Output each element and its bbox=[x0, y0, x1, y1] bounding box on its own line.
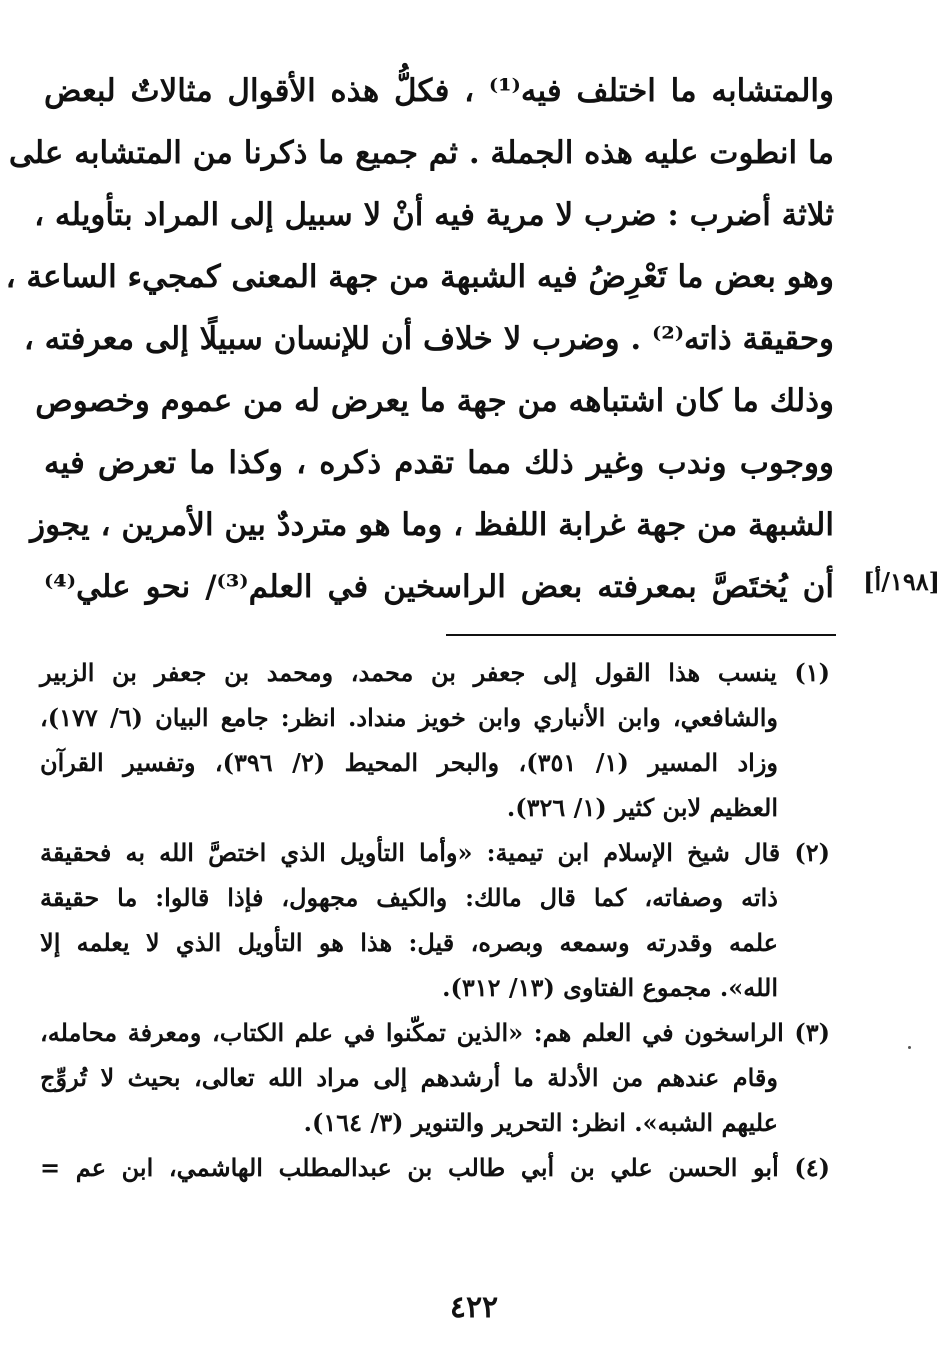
main-text-line: أن يُختَصَّ بمعرفته بعض الراسخين في العلم⁽³⁾/ نحو علي⁽⁴⁾ bbox=[44, 569, 834, 605]
footnote-line: عليهم الشبه». انظر: التحرير والتنوير (٣/ ١٦٤). bbox=[303, 1108, 778, 1137]
footnote-line: والشافعي، وابن الأنباري وابن خويز منداد. انظر: جامع البيان (٦/ ١٧٧)، bbox=[40, 703, 778, 732]
footnote-4 bbox=[40, 1145, 830, 1190]
main-text-line: ووجوب وندب وغير ذلك مما تقدم ذكره ، وكذا ما تعرض فيه bbox=[44, 445, 834, 481]
footnote-line: (٢) قال شيخ الإسلام ابن تيمية: «وأما التأويل الذي اختصَّ الله به فحقيقة bbox=[40, 838, 830, 867]
main-text-line: الشبهة من جهة غرابة اللفظ ، وما هو مترددٌ بين الأمرين ، يجوز bbox=[30, 507, 834, 543]
footnote-line: ذاته وصفاته، كما قال مالك: والكيف مجهول، فإذا قالوا: ما حقيقة bbox=[40, 883, 778, 912]
footnote-line: (١) ينسب هذا القول إلى جعفر بن محمد، ومحمد بن جعفر بن الزبير bbox=[40, 658, 830, 687]
footnote-line: (٣) الراسخون في العلم هم: «الذين تمكّنوا في علم الكتاب، ومعرفة محامله، bbox=[40, 1018, 831, 1047]
main-text-line: والمتشابه ما اختلف فيه⁽¹⁾ ، فكلُّ هذه الأقوال مثالاتٌ لبعض bbox=[44, 73, 834, 109]
main-text-line: وذلك ما كان اشتباهه من جهة ما يعرض له من عموم وخصوص bbox=[35, 383, 834, 419]
footnotes-block bbox=[40, 650, 830, 1190]
footnote-3 bbox=[40, 1010, 830, 1145]
footnote-line: علمه وقدرته وسمعه وبصره، قيل: هذا هو التأويل الذي لا يعلمه إلا bbox=[40, 928, 778, 957]
footnote-line: (٤) أبو الحسن علي بن أبي طالب بن عبدالمطلب الهاشمي، ابن عم = bbox=[40, 1153, 830, 1182]
footnote-divider bbox=[446, 634, 836, 636]
main-text-line: ما انطوت عليه هذه الجملة . ثم جميع ما ذكرنا من المتشابه على bbox=[8, 135, 834, 171]
footnote-line: وقام عندهم من الأدلة ما أرشدهم إلى مراد الله تعالى، بحيث لا تُروِّج bbox=[40, 1063, 778, 1092]
footnote-line: العظيم لابن كثير (١/ ٣٢٦). bbox=[506, 793, 778, 822]
footnote-1 bbox=[40, 650, 830, 830]
main-text-block bbox=[5, 60, 834, 618]
main-text-line: وحقيقة ذاته⁽²⁾ . وضرب لا خلاف أن للإنسان سبيلًا إلى معرفته ، bbox=[23, 321, 834, 357]
scan-speck bbox=[908, 1046, 911, 1049]
footnote-line: الله». مجموع الفتاوى (١٣/ ٣١٢). bbox=[442, 973, 778, 1002]
main-text-line: ثلاثة أضرب : ضرب لا مرية فيه أنْ لا سبيل إلى المراد بتأويله ، bbox=[34, 197, 834, 233]
margin-folio-note: [١٩٨/أ] bbox=[863, 567, 940, 596]
footnote-2 bbox=[40, 830, 830, 1010]
main-text-line: وهو بعض ما تَعْرِضُ فيه الشبهة من جهة المعنى كمجيء الساعة ، bbox=[5, 259, 834, 295]
footnote-line: وزاد المسير (١/ ٣٥١)، والبحر المحيط (٢/ ٣٩٦)، وتفسير القرآن bbox=[40, 748, 779, 777]
page-number: ٤٢٢ bbox=[449, 1290, 499, 1325]
